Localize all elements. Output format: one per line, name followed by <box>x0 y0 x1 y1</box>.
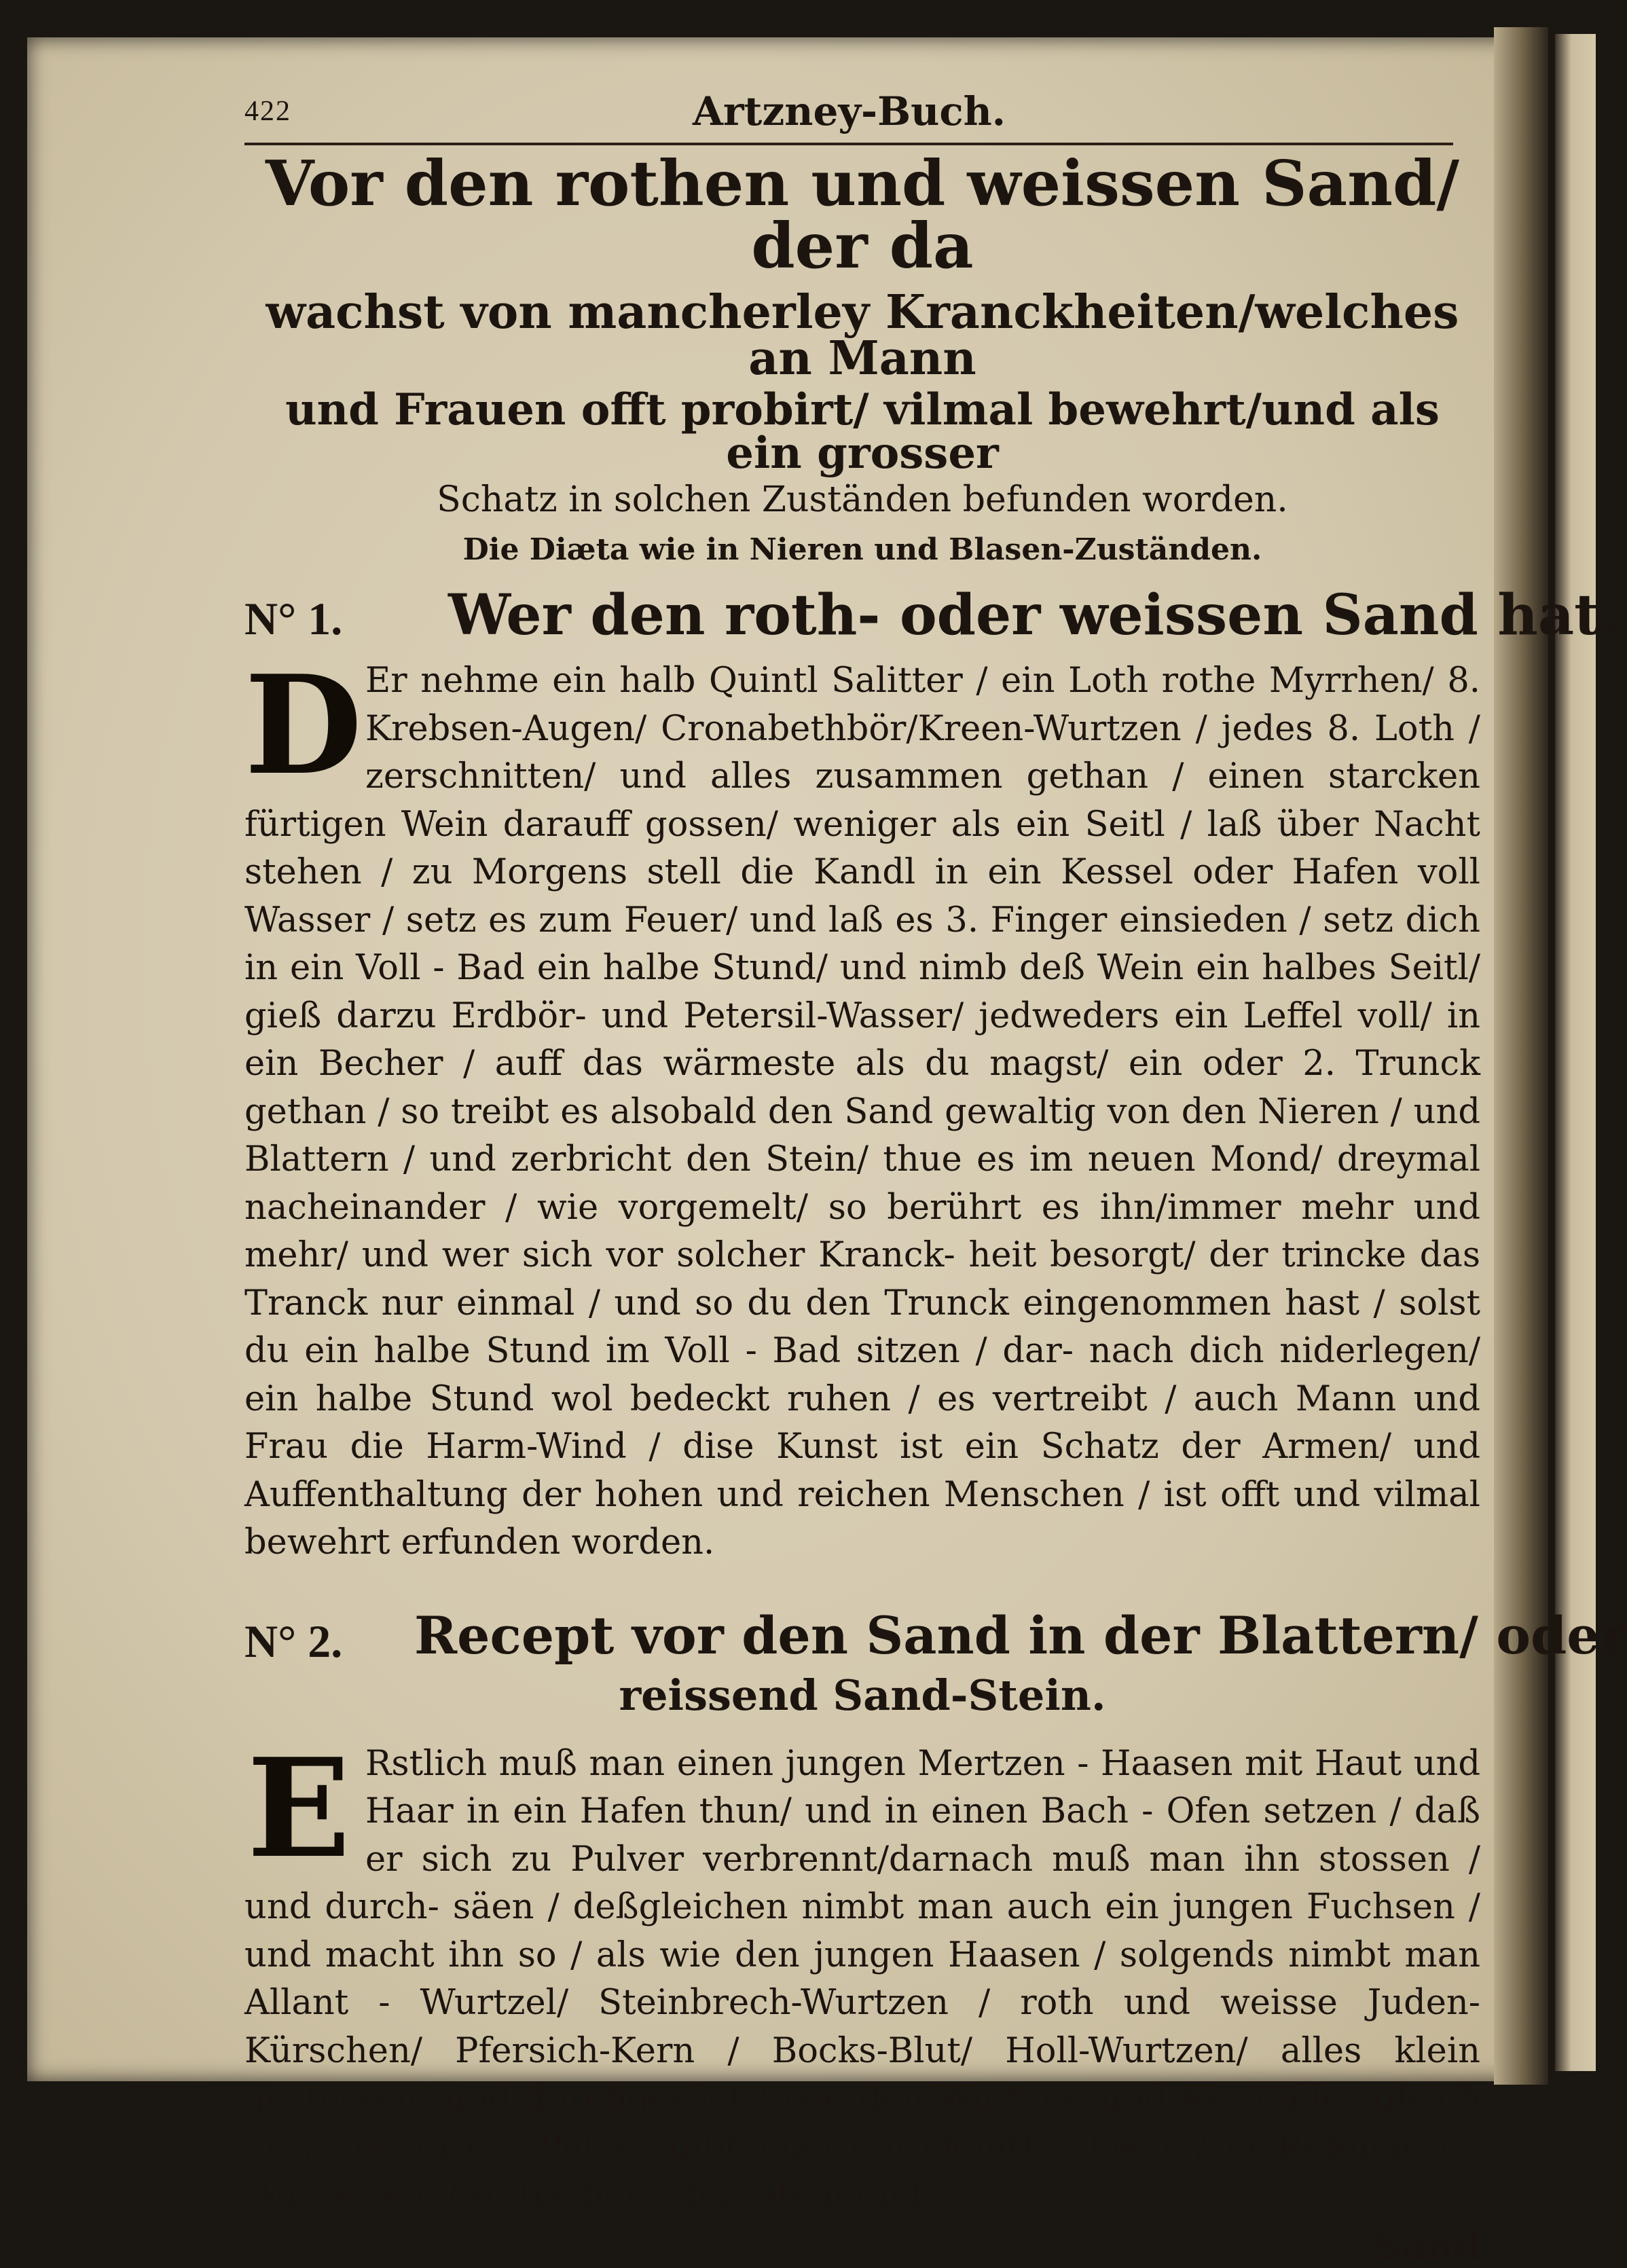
header-rule <box>244 143 1453 145</box>
section-1-body <box>244 646 1480 1567</box>
main-heading-line-1: Vor den rothen und weissen Sand/ der da <box>266 147 1459 282</box>
section-1-number: N° 1. <box>244 593 343 644</box>
section-1-heading <box>244 576 1620 657</box>
section-1-text: Er nehme ein halb Quintl Salitter / ein Loth rothe Myrrhen/ 8. Krebsen-Augen/ Cronabethbör/Kreen-Wurtzen / jedes 8. Loth / zerschnitten/ und alles zusammen gethan / einen starcken fürtigen Wein darauff gossen/ weniger als ein Seitl / laß über Nacht stehen / zu Morgens stell die Kandl in ein Kessel oder Hafen voll Wasser / setz es zum Feuer/ und laß es 3. Finger einsieden / setz dich in ein Voll - Bad ein halbe Stund/ und nimb deß Wein ein halbes Seitl/ gieß darzu Erdbör- und Petersil-Wasser/ jedweders ein Leffel voll/ in ein Becher / auff das wärmeste als du magst/ ein oder 2. Trunck gethan / so treibt es alsobald den Sand gewaltig von den Nieren / und Blattern / und zerbricht den Stein/ thue es im neuen Mond/ dreymal nacheinander / wie vorgemelt/ so berührt es ihn/immer mehr und mehr/ und wer sich vor solcher Kranck- heit besorgt/ der trincke das Tranck nur einmal / und so du den Trunck eingenommen hast / solst du ein halbe Stund im Voll - Bad sitzen / dar- nach dich niderlegen/ ein halbe Stund wol bedeckt ruhen / es vertreibt / auch Mann und Frau die Harm-Wind / dise Kunst ist ein Schatz der Armen/ und Auffenthaltung der hohen und reichen Menschen / ist offt und vilmal bewehrt erfunden worden. <box>244 661 1480 1562</box>
section-1-title: Wer den roth- oder weissen Sand hat. <box>448 583 1620 648</box>
section-2-heading-line-1 <box>244 1605 1627 1667</box>
main-heading-line-2: wachst von mancherley Kranckheiten/welches an Mann <box>266 285 1459 386</box>
diet-note: Die Diæta wie in Nieren und Blasen-Zuständen. <box>462 532 1262 567</box>
main-heading-line-4: Schatz in solchen Zuständen befunden worden. <box>437 479 1288 520</box>
section-2-number: N° 2. <box>244 1615 343 1667</box>
section-2-heading <box>244 1605 1627 1720</box>
next-page-edge <box>1555 34 1596 2071</box>
running-head <box>244 81 1480 143</box>
section-2-subtitle: reissend Sand-Stein. <box>619 1670 1106 1720</box>
main-heading-line-3: und Frauen offt probirt/ vilmal bewehrt/und als ein grosser <box>285 384 1440 479</box>
section-2-dropcap: E <box>246 1728 351 1888</box>
section-1-dropcap: D <box>244 646 363 805</box>
section-2-title: Recept vor den Sand in der Blattern/ oder <box>414 1605 1627 1666</box>
running-title: Artzney-Buch. <box>693 88 1006 134</box>
section-2-body <box>244 1728 1480 2219</box>
section-2-text: Rstlich muß man einen jungen Mertzen - Haasen mit Haut und Haar in ein Hafen thun/ und in einen Bach - Ofen setzen / daß er sich zu Pulver verbrennt/darnach muß man ihn stossen / und durch- säen / deßgleichen nimbt man auch ein jungen Fuchsen / und macht ihn so / als wie den jungen Haasen / solgends nimbt man Allant - Wurtzel/ Steinbrech-Wurtzen / roth und weisse Juden-Kürschen/ Pfersich-Kern / Bocks-Blut/ Holl-Wurtzen/ alles klein gestossen/ und durchgesäet / von den Wurtzen und Kern alles gleich vil / von disem Pulver gibt man ein Quintl schwär / in Roßmarin - Wasser ein / so treibt es den Stein und <box>244 1743 1480 2214</box>
page-number: 422 <box>244 96 291 127</box>
page-gutter <box>1494 27 1548 2085</box>
catchword: Sand <box>1374 2223 1480 2268</box>
page-content <box>244 81 1627 2268</box>
